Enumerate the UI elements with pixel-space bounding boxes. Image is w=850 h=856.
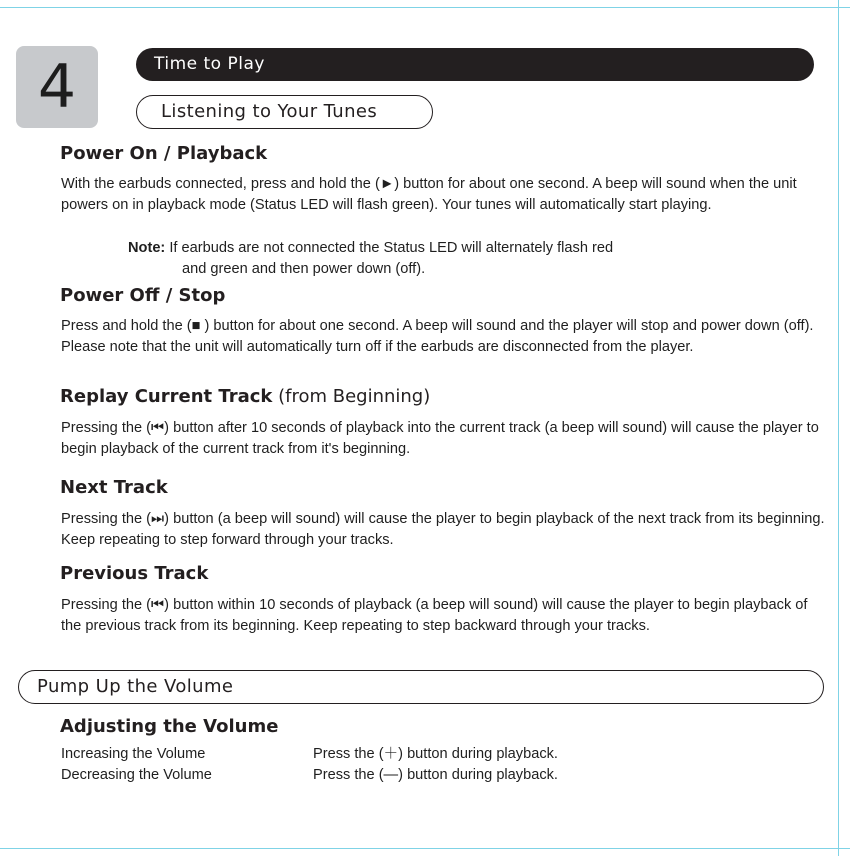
heading-previous-track: Previous Track: [60, 563, 209, 584]
volume-row-label: Increasing the Volume: [61, 746, 206, 762]
note-line-2: and green and then power down (off).: [182, 260, 426, 277]
paragraph-power-on: With the earbuds connected, press and hold the (►) button for about one second. A beep will sound when the unit powers on in playback mode (Status LED will flash green). Your tunes will automatically start playing.: [61, 176, 797, 213]
heading-replay-track-main: Replay Current Track: [60, 386, 273, 407]
subsection-title: Listening to Your Tunes: [136, 95, 433, 129]
volume-row-action: Press the (—) button during playback.: [313, 767, 558, 783]
note: [128, 238, 768, 279]
guide-line-right: [838, 0, 839, 856]
volume-row-label: Decreasing the Volume: [61, 767, 212, 783]
heading-adjust-volume: Adjusting the Volume: [60, 716, 279, 737]
note-line-1: If earbuds are not connected the Status LED will alternately flash red: [165, 240, 614, 256]
heading-replay-track: [60, 386, 430, 407]
heading-replay-track-suffix: (from Beginning): [272, 386, 431, 407]
volume-row-decrease: [61, 765, 761, 786]
section-title-bar: Time to Play: [136, 48, 814, 81]
paragraph-previous-track: Pressing the (⏮) button within 10 seconds of playback (a beep will sound) will cause the player to begin playback of the previous track from its beginning. Keep repeating to step backward through your tracks.: [61, 597, 808, 634]
guide-line-bottom: [0, 848, 850, 849]
heading-next-track: Next Track: [60, 477, 168, 498]
paragraph-replay-track: Pressing the (⏮) button after 10 seconds of playback into the current track (a beep will sound) will cause the player to begin playback of the current track from it's beginning.: [61, 420, 819, 457]
volume-row-action: Press the (＋) button during playback.: [313, 746, 558, 762]
volume-section-title: Pump Up the Volume: [18, 670, 824, 704]
paragraph-power-off: Press and hold the (■ ) button for about one second. A beep will sound and the player will stop and power down (off). Please note that the unit will automatically turn off if the earbuds are disconnected from the player.: [61, 318, 814, 355]
note-label: Note:: [128, 240, 166, 256]
heading-power-off: Power Off / Stop: [60, 285, 226, 306]
guide-line-top: [0, 7, 850, 8]
paragraph-next-track: Pressing the (⏭) button (a beep will sound) will cause the player to begin playback of the next track from its beginning. Keep repeating to step forward through your tracks.: [61, 511, 825, 548]
volume-row-increase: [61, 744, 761, 765]
heading-power-on: Power On / Playback: [60, 143, 268, 164]
step-number-badge: 4: [16, 46, 98, 128]
